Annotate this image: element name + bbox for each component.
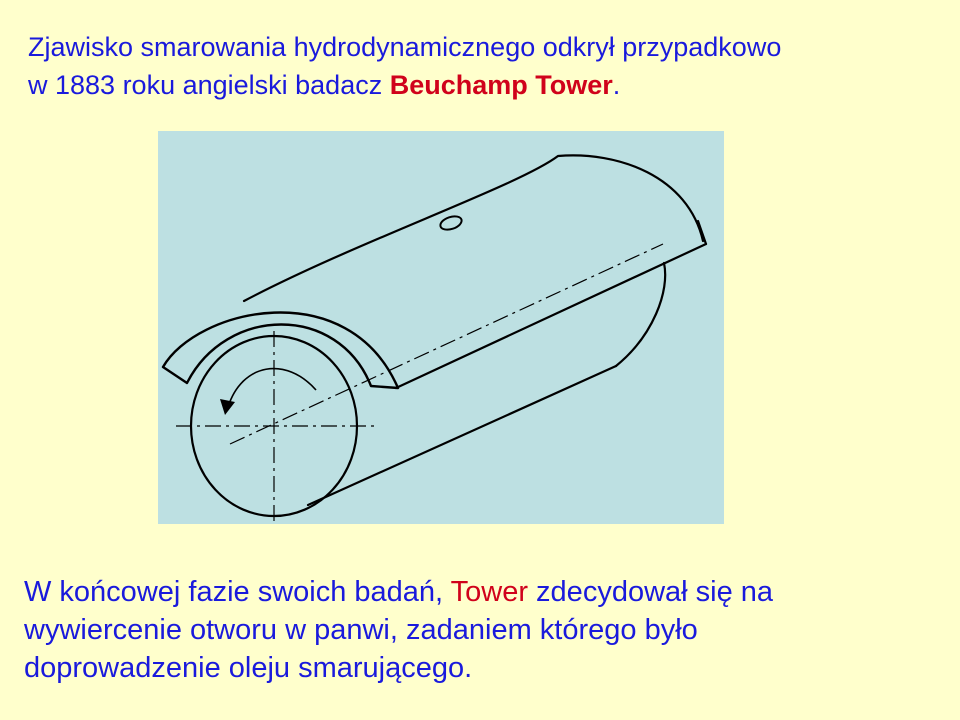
heading-line-2-start: w 1883 roku angielski badacz [28,70,390,100]
caption-line-3: doprowadzenie oleju smarującego. [24,652,473,684]
caption-line-1 [24,573,944,611]
heading-highlight-name: Beuchamp Tower [389,70,613,100]
rotation-arrow-icon [220,399,235,415]
heading-line-2-end: . [612,70,621,100]
bearing-shell-top-edge [244,155,703,301]
caption-part-1: W końcowej fazie swoich badań, [24,576,451,608]
caption-line-2: wywiercenie otworu w panwi, zadaniem którego było [24,614,698,646]
heading-line-1: Zjawisko smarowania hydrodynamicznego odkrył przypadkowo [28,32,782,62]
shaft-far-end [616,263,665,366]
heading-line-2 [28,66,938,104]
centerline-axis [230,244,663,444]
shaft-bottom-edge [308,366,616,505]
rotation-arc [228,369,316,407]
bearing-diagram [158,131,724,524]
oil-hole [439,214,464,232]
slide-caption [24,573,944,687]
caption-highlight-name: Tower [450,576,528,608]
caption-part-2: zdecydował się na [528,576,774,608]
slide-heading [28,28,938,104]
bearing-shell-lower-edge [396,244,706,388]
bearing-shell-front-face [163,313,398,388]
